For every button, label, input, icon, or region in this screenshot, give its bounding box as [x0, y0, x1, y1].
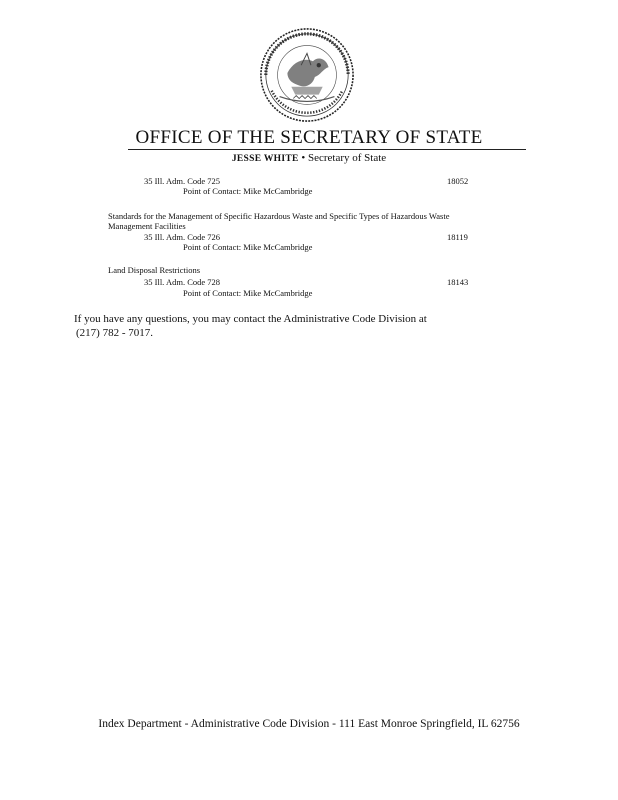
entry-title-line: Standards for the Management of Specific Hazardous Waste and Specific Types of Hazardous Waste — [108, 211, 450, 221]
page-footer: Index Department - Administrative Code Division - 111 East Monroe Springfield, IL 62756 — [98, 718, 520, 730]
entry-code: 35 Ill. Adm. Code 725 — [144, 176, 221, 186]
entry-number: 18052 — [447, 176, 469, 186]
entry-title-line: Management Facilities — [108, 221, 186, 231]
subtitle-separator: • — [301, 152, 306, 164]
office-title: OFFICE OF THE SECRETARY OF STATE — [135, 127, 483, 148]
entry-title-line: Land Disposal Restrictions — [108, 265, 201, 275]
entry-number: 18143 — [447, 277, 469, 287]
header-subtitle — [0, 152, 618, 166]
entry-code: 35 Ill. Adm. Code 726 — [144, 232, 221, 242]
header-rule — [128, 149, 526, 150]
secretary-role: Secretary of State — [307, 152, 387, 164]
entry-contact: Point of Contact: Mike McCambridge — [183, 186, 313, 196]
entry-contact: Point of Contact: Mike McCambridge — [183, 288, 313, 298]
entry-number: 18119 — [447, 232, 468, 242]
state-seal-icon — [258, 26, 356, 124]
closing-phone: (217) 782 - 7017. — [76, 327, 153, 339]
secretary-name: JESSE WHITE — [231, 154, 299, 164]
entry-contact: Point of Contact: Mike McCambridge — [183, 242, 313, 252]
closing-line: If you have any questions, you may contact the Administrative Code Division at — [74, 313, 427, 325]
closing-paragraph — [74, 312, 427, 340]
entry-code: 35 Ill. Adm. Code 728 — [144, 277, 221, 287]
